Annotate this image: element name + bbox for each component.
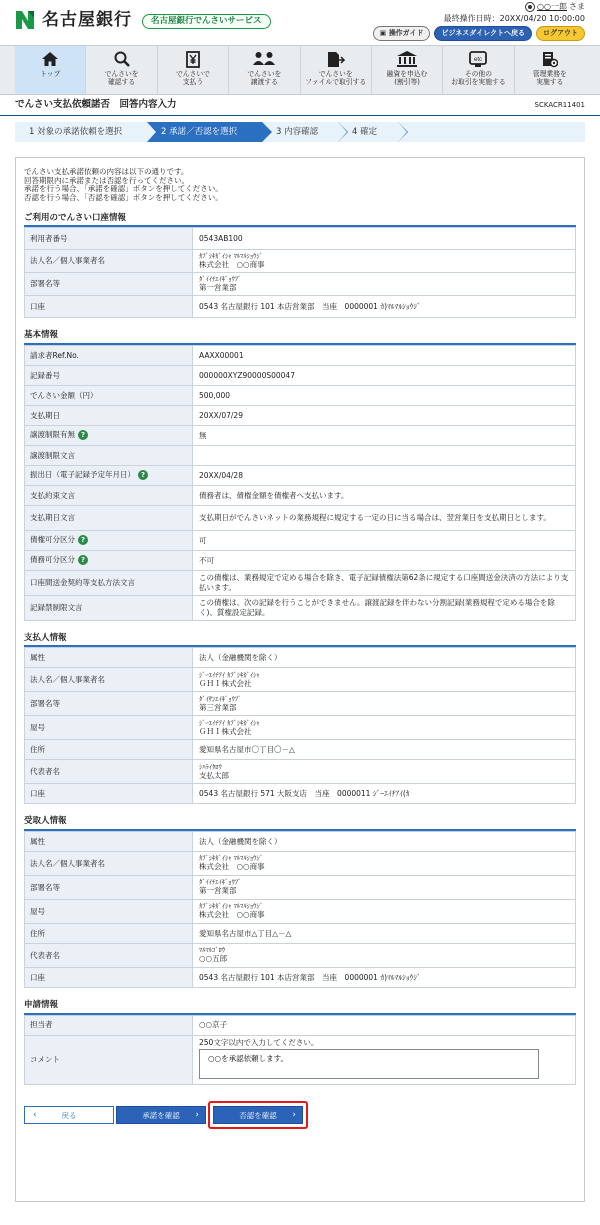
nav-label: その他の お取引を実施する — [451, 70, 506, 87]
label-text: 債務可分区分 — [30, 555, 75, 565]
table-row — [25, 1035, 576, 1085]
row-value: 可 — [193, 530, 576, 550]
user-icon — [525, 2, 535, 12]
row-value — [193, 876, 576, 900]
row-label: 口座 — [25, 784, 193, 804]
global-nav — [0, 45, 600, 95]
payee-table — [24, 831, 576, 988]
kana-text: ｼﾊﾗｲﾀﾛｳ — [199, 762, 222, 771]
row-value — [193, 250, 576, 273]
row-label: 部署名等 — [25, 273, 193, 296]
user-name-link[interactable]: ○○一郎 — [537, 2, 567, 11]
screen-id: SCKACR11401 — [534, 100, 585, 109]
intro-line: 承諾を行う場合、「承諾を確認」ボタンを押してください。 — [24, 184, 223, 194]
row-value — [193, 445, 576, 465]
nav-label: でんさいを 譲渡する — [247, 70, 282, 87]
table-row — [25, 570, 576, 595]
nav-label: でんさいで 支払う — [175, 70, 210, 87]
label-text: 譲渡制限有無 — [30, 430, 75, 440]
user-suffix: さま — [569, 2, 585, 11]
value-text: 第一営業部 — [199, 283, 237, 292]
row-value: 0543 名古屋銀行 101 本店営業部 当座 0000001 ｶ)ﾏﾙﾏﾙｼｮｳｼﾞ — [193, 296, 576, 318]
row-label: 法人名／個人事業者名 — [25, 250, 193, 273]
kana-text: ｼﾞｰｴｲﾁｱｲ ｶﾌﾞｼｷｶﾞｲｼｬ — [199, 718, 260, 727]
operation-guide-label: 操作ガイド — [388, 29, 424, 37]
deny-confirm-button[interactable] — [213, 1106, 303, 1124]
table-row — [25, 1015, 576, 1035]
row-value — [193, 273, 576, 296]
svg-text:etc: etc — [474, 57, 483, 63]
help-icon[interactable]: ? — [78, 535, 88, 545]
row-label: 支払期日 — [25, 405, 193, 425]
row-value: 法人（金融機関を除く） — [193, 832, 576, 852]
table-row — [25, 944, 576, 968]
row-label: 住所 — [25, 924, 193, 944]
row-value: 000000XYZ90000S00047 — [193, 365, 576, 385]
table-row — [25, 740, 576, 760]
row-value: ○○京子 — [193, 1015, 576, 1035]
value-text: 株式会社 ○○商事 — [199, 910, 265, 920]
nav-label: でんさいを 確認する — [104, 70, 139, 87]
label-text: 債権可分区分 — [30, 535, 75, 545]
book-icon: ▣ — [379, 29, 387, 37]
table-row — [25, 648, 576, 668]
table-row — [25, 760, 576, 784]
row-label: 属性 — [25, 648, 193, 668]
table-row — [25, 425, 576, 445]
row-label: 請求者Ref.No. — [25, 345, 193, 365]
help-icon[interactable]: ? — [78, 430, 88, 440]
account-section-title: ご利用のでんさい口座情報 — [24, 213, 576, 228]
table-row — [25, 692, 576, 716]
approve-label: 承諾を確認 — [142, 1110, 180, 1120]
row-label: 住所 — [25, 740, 193, 760]
service-name-badge: 名古屋銀行でんさいサービス — [142, 14, 271, 29]
bank-logo — [14, 9, 271, 31]
nav-item-top[interactable] — [15, 46, 86, 94]
table-row — [25, 296, 576, 318]
intro-line: 回答期限内に承諾または否認を行ってください。 — [24, 175, 189, 185]
row-label: でんさい金額（円） — [25, 385, 193, 405]
kana-text: ｶﾌﾞｼｷｶﾞｲｼｬ ﾏﾙﾏﾙｼｮｳｼﾞ — [199, 902, 263, 911]
table-row — [25, 668, 576, 692]
row-label: 屋号 — [25, 716, 193, 740]
step-4-label: 4 確定 — [352, 126, 378, 137]
deny-button-highlight — [208, 1101, 308, 1129]
comment-textarea[interactable] — [199, 1049, 539, 1079]
table-row — [25, 228, 576, 250]
operation-guide-button[interactable] — [373, 26, 431, 41]
row-label — [25, 465, 193, 485]
row-value: 支払期日がでんさいネットの業務規程に規定する一定の日に当る場合は、翌営業日を支払期日とします。 — [193, 505, 576, 530]
row-label: 口座間送金契約等支払方法文言 — [25, 570, 193, 595]
file-icon — [327, 51, 345, 68]
nav-item-other[interactable] — [443, 46, 514, 94]
row-value — [193, 900, 576, 924]
nav-item-transfer[interactable] — [229, 46, 300, 94]
row-label — [25, 550, 193, 570]
kana-text: ｶﾌﾞｼｷｶﾞｲｼｬ ﾏﾙﾏﾙｼｮｳｼﾞ — [199, 854, 263, 863]
row-value: この債権は、業務規定で定める場合を除き、電子記録債権法第62条に規定する口座間送金決済の方法により支払います。 — [193, 570, 576, 595]
row-label: 譲渡制限文言 — [25, 445, 193, 465]
value-text: ○○五郎 — [199, 954, 228, 964]
payer-table — [24, 647, 576, 804]
nav-item-confirm[interactable] — [86, 46, 157, 94]
bank-name: 名古屋銀行 — [42, 10, 132, 30]
kana-text: ﾀﾞｲｲﾁｴｲｷﾞｮｳﾌﾞ — [199, 878, 242, 887]
nav-item-pay[interactable] — [158, 46, 229, 94]
row-label: 記録禁制限文言 — [25, 595, 193, 620]
approve-confirm-button[interactable] — [116, 1106, 206, 1124]
row-label — [25, 530, 193, 550]
row-value: 0543 名古屋銀行 571 大阪支店 当座 0000011 ｼﾞｰｴｲﾁｱｲ(ｶ — [193, 784, 576, 804]
nav-item-file[interactable] — [301, 46, 372, 94]
row-value — [193, 668, 576, 692]
row-value: 愛知県名古屋市〇丁目〇－△ — [193, 740, 576, 760]
row-label: 法人名／個人事業者名 — [25, 852, 193, 876]
table-row — [25, 530, 576, 550]
admin-icon — [542, 51, 558, 68]
page-title-bar — [0, 95, 600, 116]
table-row — [25, 852, 576, 876]
payee-section-title: 受取人情報 — [24, 816, 576, 831]
row-label: 記録番号 — [25, 365, 193, 385]
value-text: ＧＨＩ株式会社 — [199, 678, 252, 688]
back-label: 戻る — [61, 1110, 77, 1120]
page-title: でんさい支払依頼諾否 回答内容入力 — [15, 99, 177, 111]
bank-icon — [396, 51, 418, 67]
table-row — [25, 876, 576, 900]
row-label: 属性 — [25, 832, 193, 852]
row-value — [193, 1035, 576, 1085]
header — [0, 0, 600, 45]
row-value: 債務者は、債権金額を債権者へ支払います。 — [193, 485, 576, 505]
nav-label: トップ — [40, 70, 61, 78]
table-row — [25, 900, 576, 924]
row-label: 代表者名 — [25, 944, 193, 968]
row-label: 部署名等 — [25, 692, 193, 716]
nav-item-loan[interactable] — [372, 46, 443, 94]
kana-text: ﾀﾞｲｲﾁｴｲｷﾞｮｳﾌﾞ — [199, 274, 242, 283]
table-row — [25, 485, 576, 505]
value-text: ＧＨＩ株式会社 — [199, 726, 252, 736]
table-row — [25, 405, 576, 425]
row-label: 部署名等 — [25, 876, 193, 900]
step-3-label: 3 内容確認 — [276, 126, 319, 137]
row-label: コメント — [25, 1035, 193, 1085]
row-value: 法人（金融機関を除く） — [193, 648, 576, 668]
table-row — [25, 250, 576, 273]
row-label — [25, 425, 193, 445]
value-text: 株式会社 ○○商事 — [199, 260, 265, 269]
row-value: AAXX00001 — [193, 345, 576, 365]
row-value — [193, 692, 576, 716]
intro-line: 否認を行う場合、「否認を確認」ボタンを押してください。 — [24, 192, 223, 202]
table-row — [25, 385, 576, 405]
document-yen-icon — [186, 51, 200, 68]
table-row — [25, 832, 576, 852]
row-label: 法人名／個人事業者名 — [25, 668, 193, 692]
table-row — [25, 716, 576, 740]
row-value — [193, 716, 576, 740]
row-value: 無 — [193, 425, 576, 445]
table-row — [25, 505, 576, 530]
value-text: 第三営業部 — [199, 702, 237, 712]
account-table — [24, 227, 576, 318]
table-row — [25, 273, 576, 296]
nav-label: 融資を申込む (割引等) — [386, 70, 428, 87]
deny-label: 否認を確認 — [239, 1110, 277, 1120]
nav-label: 管理業務を 実施する — [532, 70, 567, 87]
value-text: 株式会社 ○○商事 — [199, 862, 265, 872]
table-row — [25, 465, 576, 485]
value-text: 第一営業部 — [199, 886, 237, 896]
step-1-label: 1 対象の承諾依頼を選択 — [29, 126, 123, 137]
bank-logo-icon — [14, 9, 36, 31]
row-value — [193, 760, 576, 784]
table-row — [25, 968, 576, 988]
request-section-title: 申請情報 — [24, 1000, 576, 1015]
label-text: 振出日（電子記録予定年月日） — [30, 470, 135, 480]
business-direct-button[interactable]: ビジネスダイレクトへ戻る — [434, 26, 532, 41]
kana-text: ﾀﾞｲｻﾝｴｲｷﾞｮｳﾌﾞ — [199, 694, 242, 703]
step-2 — [147, 122, 262, 142]
last-operation-time: 最終操作日時：20XX/04/20 10:00:00 — [443, 14, 585, 23]
table-row — [25, 550, 576, 570]
chevron-left-icon: ‹ — [33, 1109, 37, 1120]
row-value: 不可 — [193, 550, 576, 570]
home-icon — [42, 52, 58, 66]
value-text: 支払太郎 — [199, 770, 229, 780]
intro-text — [24, 168, 576, 203]
progress-steps — [15, 122, 585, 142]
kana-text: ｶﾌﾞｼｷｶﾞｲｼｬ ﾏﾙﾏﾙｼｮｳｼﾞ — [199, 251, 263, 260]
intro-line: でんさい支払承諾依頼の内容は以下の通りです。 — [24, 167, 189, 176]
nav-label: でんさいを ファイルで取引する — [305, 70, 367, 87]
kana-text: ｼﾞｰｴｲﾁｱｲ ｶﾌﾞｼｷｶﾞｲｼｬ — [199, 670, 260, 679]
back-button[interactable] — [24, 1106, 114, 1124]
row-value: 20XX/04/28 — [193, 465, 576, 485]
row-value: 500,000 — [193, 385, 576, 405]
nav-item-admin[interactable] — [515, 46, 585, 94]
step-2-label: 2 承諾／否認を選択 — [161, 126, 238, 137]
step-3 — [262, 122, 338, 142]
row-label: 代表者名 — [25, 760, 193, 784]
kana-text: ﾏﾙﾏﾙｺﾞﾛｳ — [199, 946, 225, 955]
row-label: 支払期日文言 — [25, 505, 193, 530]
action-buttons — [24, 1101, 576, 1129]
table-row — [25, 595, 576, 620]
basic-table — [24, 345, 576, 621]
search-icon — [114, 51, 130, 67]
user-info — [444, 2, 585, 24]
row-value: この債権は、次の記録を行うことができません。譲渡記録を伴わない分割記録(業務規程で定める場合を除く)、質権設定記録。 — [193, 595, 576, 620]
row-label: 担当者 — [25, 1015, 193, 1035]
row-label: 屋号 — [25, 900, 193, 924]
table-row — [25, 784, 576, 804]
row-value: 20XX/07/29 — [193, 405, 576, 425]
comment-hint: 250文字以内で入力してください。 — [199, 1037, 319, 1047]
row-value: 愛知県名古屋市△丁目△－△ — [193, 924, 576, 944]
row-label: 口座 — [25, 296, 193, 318]
step-1 — [15, 122, 147, 142]
table-row — [25, 445, 576, 465]
row-value: 0543 名古屋銀行 101 本店営業部 当座 0000001 ｶ)ﾏﾙﾏﾙｼｮｳｼﾞ — [193, 968, 576, 988]
row-value — [193, 852, 576, 876]
etc-icon — [469, 51, 487, 67]
row-label: 支払約束文言 — [25, 485, 193, 505]
row-label: 利用者番号 — [25, 228, 193, 250]
row-value: 0543AB100 — [193, 228, 576, 250]
row-value — [193, 944, 576, 968]
payer-section-title: 支払人情報 — [24, 633, 576, 648]
basic-section-title: 基本情報 — [24, 330, 576, 345]
table-row — [25, 345, 576, 365]
request-table — [24, 1015, 576, 1086]
help-icon[interactable]: ? — [78, 555, 88, 565]
table-row — [25, 365, 576, 385]
logout-button[interactable]: ログアウト — [536, 26, 585, 41]
chevron-right-icon: › — [195, 1109, 199, 1120]
help-icon[interactable]: ? — [138, 470, 148, 480]
main-content — [15, 157, 585, 1202]
table-row — [25, 924, 576, 944]
chevron-right-icon: › — [292, 1109, 296, 1120]
row-label: 口座 — [25, 968, 193, 988]
people-transfer-icon — [253, 51, 275, 67]
